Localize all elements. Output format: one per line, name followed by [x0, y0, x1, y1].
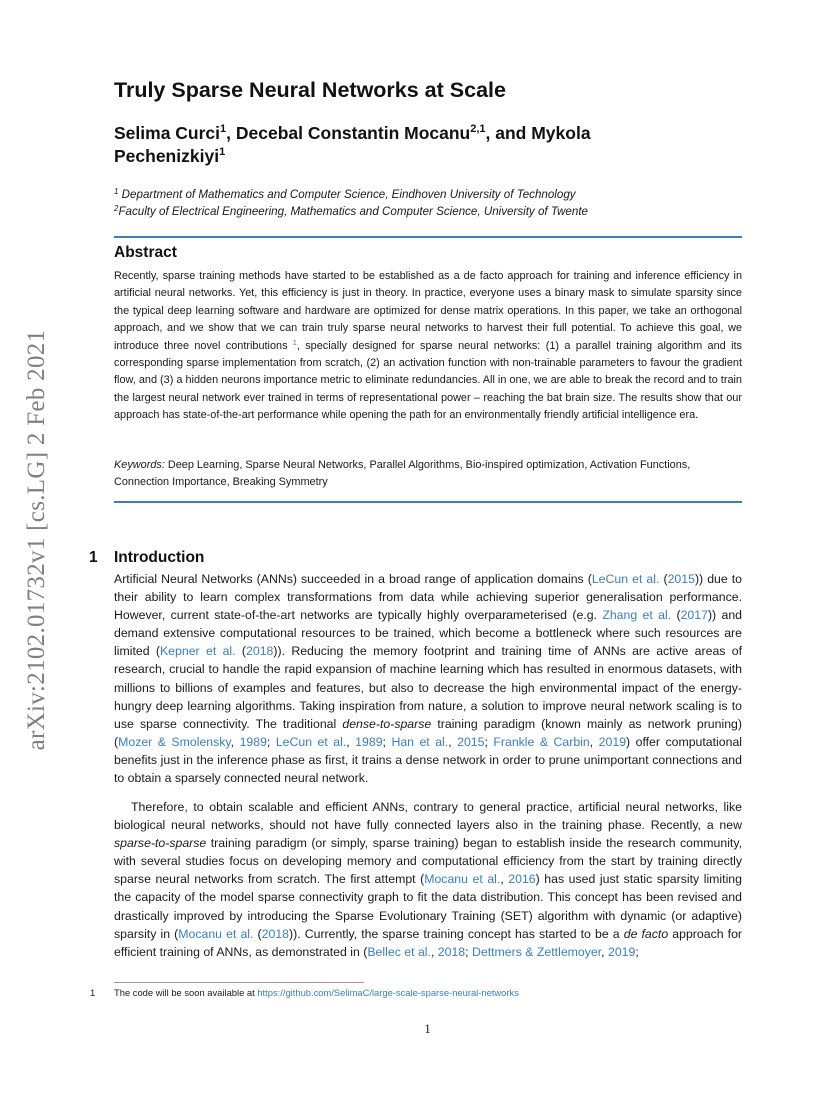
affiliation-mark: 1	[114, 187, 119, 196]
abstract-text-part: Recently, sparse training methods have started to be established as a de facto approach for training and inference efficiency in artificial neural networks. Yet, this efficiency is just in theory. In practice, everyone uses a binary mask to simulate sparsity since the typical deep learning software and hardware are optimized for dense matrix operations. In this paper, we take an orthogonal approach, and we show that we can train truly sparse neural networks to harvest their full potential. To achieve this goal, we introduce three novel contributions	[114, 270, 742, 352]
keywords-label: Keywords:	[114, 459, 165, 471]
text-run: (	[253, 926, 262, 941]
emphasis: sparse-to-sparse	[114, 836, 207, 851]
author-separator: , and Mykola	[485, 123, 591, 143]
text-run: )). Reducing the memory footprint and training time of ANNs are active areas of research, crucial to handle the rapid expansion of machine learning which has resulted in enormous datasets, with millions to billions of examples and features, but also to decrease the high environmental impact of the energy-hungry deep learning algorithms. Taking inspiration from nature, a solution to improve neural network scaling is to use sparse connectivity. The traditional	[114, 644, 743, 731]
text-run: ,	[601, 944, 608, 959]
text-run: ;	[465, 944, 472, 959]
intro-paragraph-2	[114, 798, 742, 961]
text-run: ;	[635, 944, 639, 959]
affiliation-mark: 2	[114, 203, 119, 213]
text-run: ,	[448, 734, 458, 749]
text-run: ) offer computational benefits just in the inference phase as first, it trains a dense network in order to prune unimportant connections and to obtain a sparsely connected neural network.	[114, 734, 743, 786]
footnote	[90, 986, 750, 1000]
author-list	[114, 122, 714, 168]
text-run: Artificial Neural Networks (ANNs) succeeded in a broad range of application domains (	[114, 572, 592, 586]
text-run: ,	[500, 872, 509, 887]
citation-link[interactable]: Zhang et al.	[602, 608, 672, 623]
citation-link[interactable]: Han et al.	[391, 734, 449, 749]
author-name: Pechenizkiyi	[114, 146, 220, 166]
footnote-url-link[interactable]: https://github.com/SelimaC/large-scale-sparse-neural-networks	[257, 987, 519, 998]
footnote-number: 1	[90, 987, 96, 998]
affiliation-text: Faculty of Electrical Engineering, Mathematics and Computer Science, University of Twente	[118, 204, 588, 218]
text-run: ;	[266, 734, 276, 749]
author-name: Selima Curci	[114, 123, 221, 143]
footnote-text: The code will be soon available at	[114, 987, 258, 998]
author-affil-mark: 1	[220, 123, 227, 135]
paper-title: Truly Sparse Neural Networks at Scale	[114, 78, 506, 102]
citation-link[interactable]: 2019	[607, 944, 636, 959]
citation-link[interactable]: 2016	[508, 872, 536, 887]
citation-link[interactable]: 2018	[246, 644, 274, 659]
emphasis: de facto	[623, 926, 669, 941]
citation-link[interactable]: Mozer & Smolensky	[118, 734, 231, 749]
keywords	[114, 457, 742, 492]
section-title: Introduction	[114, 549, 205, 566]
page-number: 1	[424, 1021, 431, 1036]
text-run: ;	[484, 734, 494, 749]
intro-paragraph-1	[114, 570, 742, 787]
affiliation-line	[114, 187, 734, 204]
citation-link[interactable]: Mocanu et al.	[178, 926, 254, 941]
citation-link[interactable]: Mocanu et al.	[424, 872, 501, 887]
text-run: ,	[430, 944, 438, 959]
citation-link[interactable]: Frankle & Carbin	[493, 734, 590, 749]
text-run: ;	[382, 734, 392, 749]
text-run: )). Currently, the sparse training concept has started to be a	[289, 926, 624, 941]
abstract-bottom-rule	[114, 501, 742, 503]
text-run: (	[235, 644, 247, 659]
citation-link[interactable]: 2015	[457, 734, 485, 749]
abstract-top-rule	[114, 236, 742, 238]
citation-link[interactable]: 2015	[667, 572, 695, 586]
author-separator: ,	[226, 123, 236, 143]
abstract-heading: Abstract	[114, 244, 177, 261]
abstract-text	[114, 268, 742, 425]
text-run: training paradigm (or simply, sparse training) began to establish inside the research community, with several studies focus on developing memory and computational efficiency from the start by training directly sparse neural networks from scratch. The first attempt (	[114, 836, 742, 887]
citation-link[interactable]: LeCun et al.	[275, 734, 347, 749]
text-run: ) has used just static sparsity limiting the capacity of the model sparse connectivity graph to fit the data distribution. This concept has been revised and drastically improved by introducing the Sparse Evolutionary Training (SET) algorithm with dynamic (or adaptive) sparsity in (	[114, 872, 742, 941]
text-run: ,	[589, 734, 599, 749]
section-number: 1	[89, 549, 98, 566]
emphasis: dense-to-sparse	[342, 716, 432, 731]
citation-link[interactable]: 2019	[598, 734, 627, 749]
citation-link[interactable]: 2018	[437, 944, 466, 959]
citation-link[interactable]: 1989	[239, 734, 267, 749]
citation-link[interactable]: 1989	[355, 734, 383, 749]
text-run: (	[659, 572, 668, 586]
footnote-rule	[114, 982, 364, 983]
citation-link[interactable]: Dettmers & Zettlemoyer	[471, 944, 602, 959]
text-run: approach for efficient training of ANNs, as demonstrated in (	[114, 926, 743, 959]
citation-link[interactable]: 2018	[261, 926, 290, 941]
arxiv-sidebar	[22, 300, 52, 780]
text-run: )) due to their ability to learn complex transformations from data while achieving superior generalisation performance. However, current state-of-the-art networks are typically highly overparameterised (e.g.	[114, 572, 743, 623]
citation-link[interactable]: Kepner et al.	[159, 644, 236, 659]
affiliation-text: Department of Mathematics and Computer Science, Eindhoven University of Technology	[118, 188, 576, 201]
author-name: Decebal Constantin Mocanu	[235, 123, 471, 143]
citation-link[interactable]: Bellec et al.	[367, 944, 431, 959]
text-run: )) and demand extensive computational resources to be trained, which become a bottleneck where such resources are limited (	[114, 608, 742, 659]
text-run: ,	[230, 734, 240, 749]
text-run: Therefore, to obtain scalable and efficient ANNs, contrary to general practice, artificial neural networks, like biological neural networks, should not have fully connected layers also in the training phase. Recently, a new	[114, 800, 742, 833]
affiliations	[114, 187, 734, 220]
text-run: (	[671, 608, 681, 623]
keywords-list: Deep Learning, Sparse Neural Networks, Parallel Algorithms, Bio-inspired optimization, Activation Functions, Connection Importance, Breaking Symmetry	[114, 459, 691, 489]
citation-link[interactable]: LeCun et al.	[591, 572, 660, 586]
author-affil-mark: 2,1	[470, 123, 486, 135]
text-run: training paradigm (known mainly as network pruning) (	[114, 716, 742, 749]
arxiv-identifier: arXiv:2102.01732v1 [cs.LG] 2 Feb 2021	[23, 329, 50, 751]
text-run: ,	[346, 734, 356, 749]
affiliation-line	[114, 204, 734, 221]
citation-link[interactable]: 2017	[680, 608, 708, 623]
author-affil-mark: 1	[219, 146, 226, 158]
abstract-text-part: , specially designed for sparse neural networks: (1) a parallel training algorithm and its corresponding sparse implementation from scratch, (2) an activation function with non-trainable parameters to favour the gradient flow, and (3) a hidden neurons importance metric to eliminate redundancies. All in one, we are able to break the record and to train the largest neural network ever trained in terms of representational power – reaching the bat brain size. The results show that our approach has state-of-the-art performance while opening the path for an environmentally friendly artificial intelligence era.	[114, 339, 742, 422]
footnote-marker[interactable]: 1	[292, 339, 297, 347]
